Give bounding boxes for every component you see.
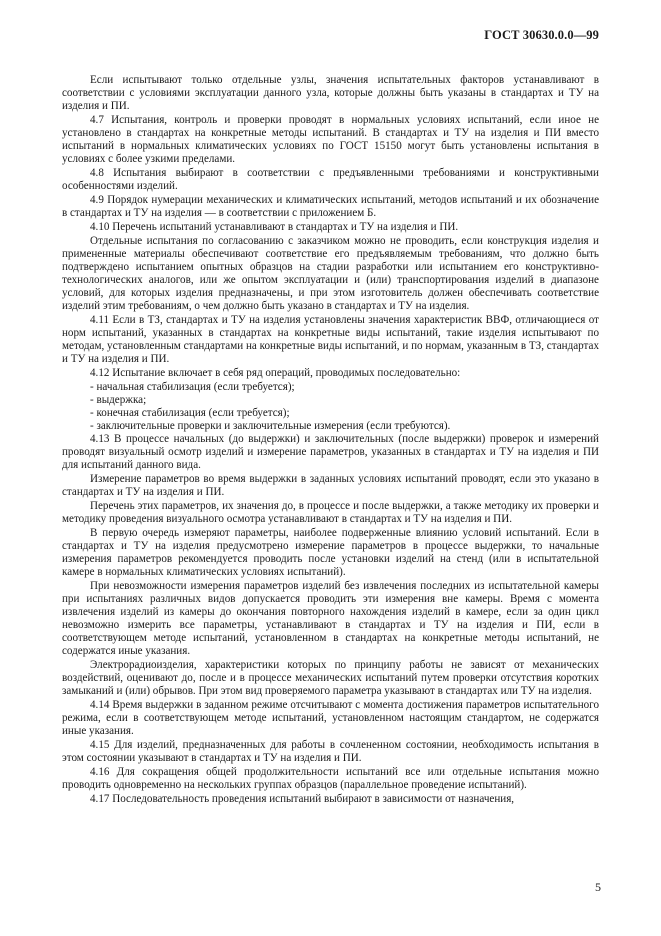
paragraph: Электрорадиоизделия, характеристики которых по принципу работы не зависят от механических воздействий, оценивают до, после и в процессе механических испытаний путем проверки отсутствия коротких замыканий и (или) обрывов. При этом вид проверяемого параметра указывают в стандартах или ТУ на изделия.: [62, 659, 599, 697]
paragraph: Перечень этих параметров, их значения до, в процессе и после выдержки, а также методику их проверки и методику проведения визуального осмотра устанавливают в стандартах и ТУ на изделия и ПИ.: [62, 500, 599, 525]
document-header: ГОСТ 30630.0.0—99: [484, 28, 599, 42]
paragraph-4-16: 4.16 Для сокращения общей продолжительности испытаний все или отдельные испытания можно проводить одновременно на нескольких группах образцов (параллельное проведение испытаний).: [62, 766, 599, 791]
paragraph: Отдельные испытания по согласованию с заказчиком можно не проводить, если конструкция изделия и примененные материалы обеспечивают соответствие его предъявляемым требованиям, что должно быть подтверждено испытанием опытных образцов на стадии разработки или испытанием его конструктивно-технологических аналогов, или же опытом эксплуатации и (или) транспортирования изделий в диапазоне условий, для которых изделия предназначены, и при этом изготовитель должен обеспечивать соответствие изделий этим требованиям, о чем должно быть указано в стандартах и ТУ на изделия.: [62, 235, 599, 312]
paragraph-4-9: 4.9 Порядок нумерации механических и климатических испытаний, методов испытаний и их обозначение в стандартах и ТУ на изделия — в соответствии с приложением Б.: [62, 194, 599, 219]
list-item: - начальная стабилизация (если требуется);: [90, 381, 295, 393]
paragraph-4-8: 4.8 Испытания выбирают в соответствии с предъявленными требованиями и конструктивными особенностями изделий.: [62, 167, 599, 192]
paragraph: В первую очередь измеряют параметры, наиболее подверженные влиянию условий испытаний. Если в стандартах и ТУ на изделия предусмотрено измерение параметров в процессе выдержки, то начальные измерения параметров рекомендуется проводить после установки изделий на стенд (или в испытательной камере в нормальных климатических условиях испытаний).: [62, 527, 599, 578]
paragraph: Измерение параметров во время выдержки в заданных условиях испытаний проводят, если это указано в стандартах и ТУ на изделия и ПИ.: [62, 473, 599, 498]
paragraph: При невозможности измерения параметров изделий без извлечения последних из испытательной камеры при испытаниях различных видов допускается проводить эти измерения вне камеры. Время с момента извлечения изделий из камеры до окончания повторного нахождения изделий в камере, если за один цикл невозможно измерить все параметры, устанавливают в стандартах и ТУ на изделия и ПИ, если в соответствующем методе испытаний, установленном в стандартах на конкретные методы испытаний, не содержатся иные указания.: [62, 580, 599, 657]
paragraph-4-7: 4.7 Испытания, контроль и проверки проводят в нормальных условиях испытаний, если иное не установлено в стандартах на конкретные методы испытаний. В стандартах и ТУ на изделия и ПИ вместо испытаний в нормальных климатических условиях по ГОСТ 15150 могут быть установлены испытания в условиях с более узкими пределами.: [62, 114, 599, 165]
paragraph-4-15: 4.15 Для изделий, предназначенных для работы в сочлененном состоянии, необходимость испытания в этом состоянии указывают в стандартах и ТУ на изделия и ПИ.: [62, 739, 599, 764]
paragraph-4-17: 4.17 Последовательность проведения испытаний выбирают в зависимости от назначения,: [90, 793, 515, 805]
document-body: [62, 74, 599, 807]
paragraph-4-12: 4.12 Испытание включает в себя ряд операций, проводимых последовательно:: [90, 367, 461, 379]
paragraph: Если испытывают только отдельные узлы, значения испытательных факторов устанавливают в соответствии с условиями эксплуатации данного узла, которые должны быть указаны в стандартах и ТУ на изделия и ПИ.: [62, 74, 599, 112]
paragraph-4-11: 4.11 Если в ТЗ, стандартах и ТУ на изделия установлены значения характеристик ВВФ, отличающиеся от норм испытаний, указанных в стандартах на конкретные виды испытаний, такие изделия испытывают по методам, установленным стандартами на конкретные виды испытаний, и по нормам, указанным в ТЗ, стандартах и ТУ на изделия и ПИ.: [62, 314, 599, 365]
paragraph-4-13: 4.13 В процессе начальных (до выдержки) и заключительных (после выдержки) проверок и измерений проводят визуальный осмотр изделий и измерение параметров, указанных в стандартах и ТУ на изделия и ПИ для испытаний данного вида.: [62, 433, 599, 471]
paragraph-4-10: 4.10 Перечень испытаний устанавливают в стандартах и ТУ на изделия и ПИ.: [90, 221, 459, 233]
list-item: - выдержка;: [90, 394, 147, 406]
list-item: - конечная стабилизация (если требуется);: [90, 407, 290, 419]
paragraph-4-14: 4.14 Время выдержки в заданном режиме отсчитывают с момента достижения параметров испытательного режима, если в соответствующем методе испытаний, установленном настоящим стандартом, не содержатся иные указания.: [62, 699, 599, 737]
page-number: 5: [595, 880, 601, 894]
list-item: - заключительные проверки и заключительные измерения (если требуются).: [90, 420, 451, 432]
